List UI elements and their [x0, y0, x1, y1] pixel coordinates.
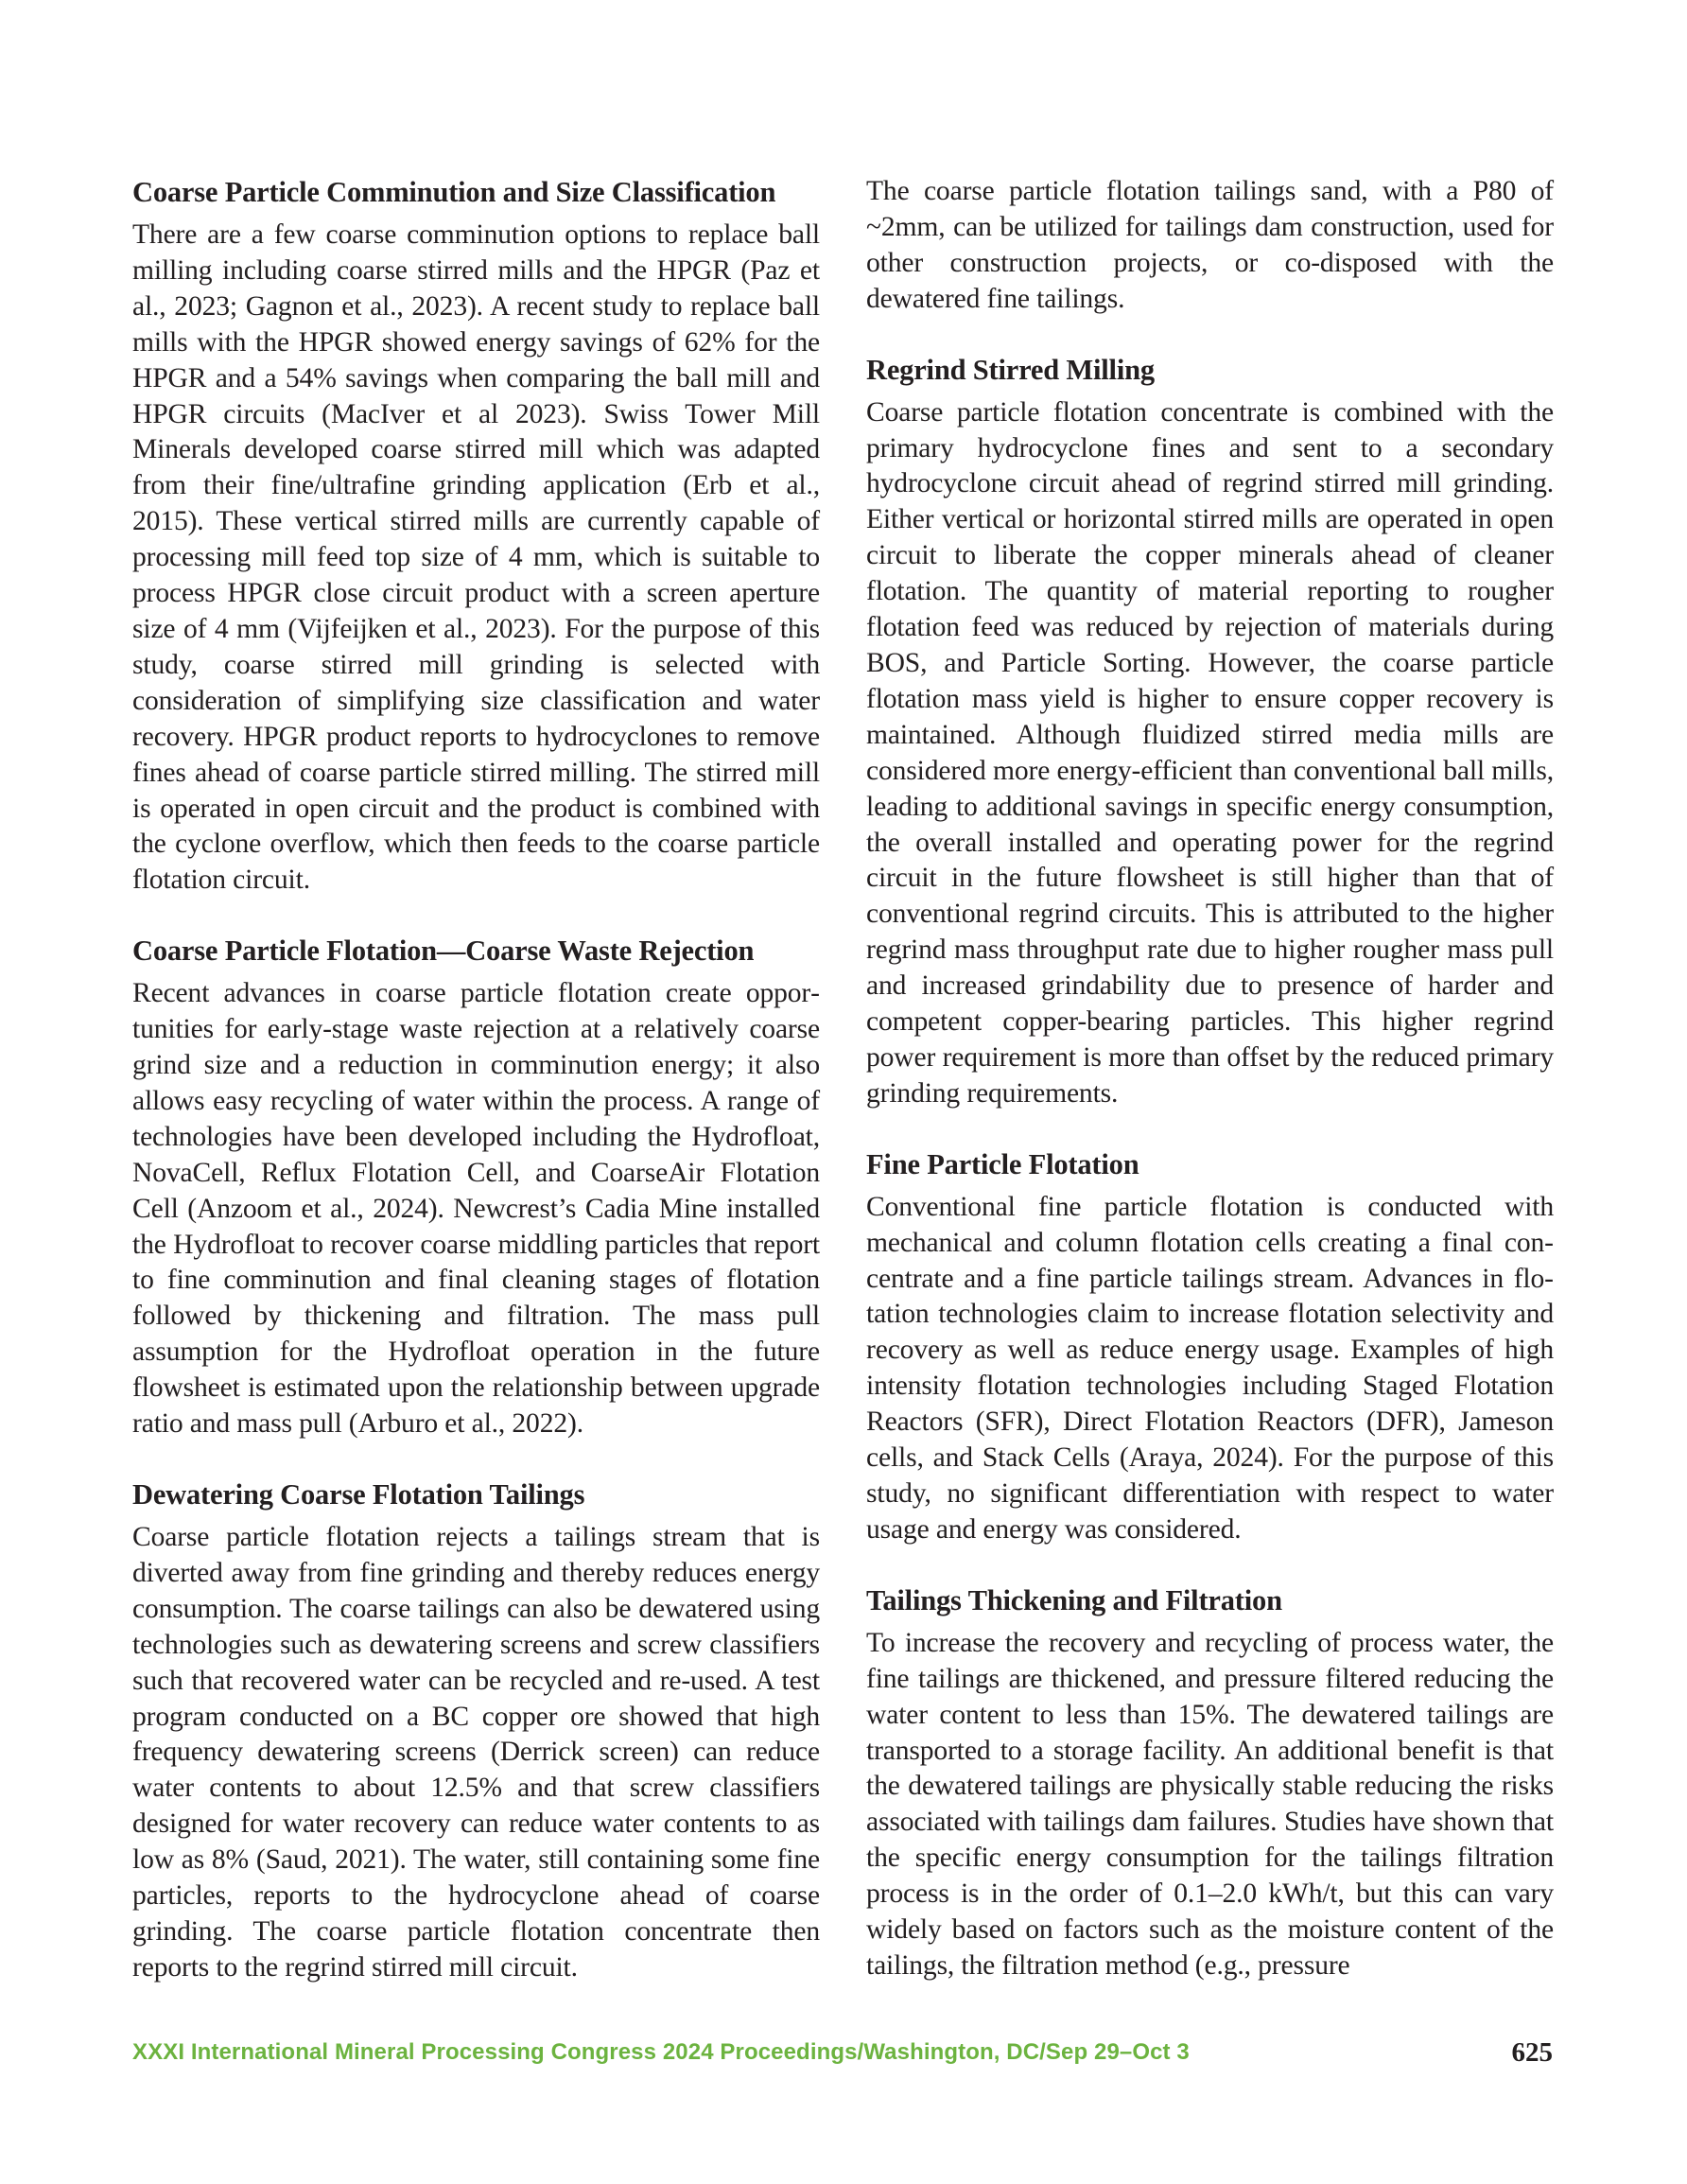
section-heading: Coarse Particle Comminution and Size Classification — [132, 176, 776, 208]
section-coarse-comminution — [132, 174, 820, 899]
section-heading: Coarse Particle Flotation—Coarse Waste Rejection — [132, 935, 755, 968]
section-regrind-milling — [866, 352, 1554, 1112]
right-column — [866, 174, 1554, 1984]
section-tailings-thickening — [866, 1582, 1554, 1984]
conference-footer-text: XXXI International Mineral Processing Congress 2024 Proceedings/Washington, DC/Sep 29–Oct 3 — [132, 2039, 1190, 2065]
section-body: Coarse particle flotation rejects a tailings stream that is diverted away from fine grinding and thereby reduces energy consumption. The coarse tailings can also be dewatered using technologies such as dewatering screens and screw classifiers such that recovered water can be recycled and re-used. A test program conducted on a BC copper ore showed that high frequency dewatering screens (Derrick screen) can reduce water contents to about 12.5% and that screw classifiers designed for water recovery can reduce water contents to as low as 8% (Saud, 2021). The water, still containing some fine particles, reports to the hydrocyclone ahead of coarse grinding. The coarse particle flotation concentrate then reports to the regrind stirred mill circuit. — [132, 1522, 820, 1983]
intro-paragraph: The coarse particle flotation tailings sand, with a P80 of ~2mm, can be utilized for tailings dam construction, used for other construction projects, or co-disposed with the dewatered fine tailings. — [866, 176, 1554, 314]
section-body: There are a few coarse comminution options to replace ball milling including coarse stirred mills and the HPGR (Paz et al., 2023; Gagnon et al., 2023). A recent study to replace ball mills with the HPGR showed energy savings of 62% for the HPGR and a 54% savings when comparing the ball mill and HPGR circuits (MacIver et al 2023). Swiss Tower Mill Minerals developed coarse stirred mill which was adapted from their fine/ultrafine grinding application (Erb et al., 2015). These vertical stirred mills are currently capable of processing mill feed top size of 4 mm, which is suitable to process HPGR close circuit product with a screen aperture size of 4 mm (Vijfeijken et al., 2023). For the purpose of this study, coarse stirred mill grinding is selected with consideration of simplifying size classification and water recovery. HPGR product reports to hydrocyclones to remove fines ahead of coarse particle stirred milling. The stirred mill is operated in open circuit and the product is combined with the cyclone overflow, which then feeds to the coarse particle flotation circuit. — [132, 219, 820, 896]
section-dewatering-tailings — [132, 1476, 820, 1986]
section-fine-flotation — [866, 1146, 1554, 1548]
page-footer — [132, 2034, 1553, 2071]
section-intro — [866, 174, 1554, 318]
page-number: 625 — [1511, 2037, 1553, 2068]
section-heading: Dewatering Coarse Flotation Tailings — [132, 1478, 585, 1511]
section-body: Coarse particle flotation concentrate is combined with the primary hydrocyclone fines and sent to a secondary hydrocyclone circuit ahead of regrind stirred mill grinding. Either vertical or horizontal stirred mills are operated in open circuit to liberate the copper minerals ahead of cleaner flotation. The quantity of material reporting to rougher flotation feed was reduced by rejection of materials during BOS, and Particle Sorting. However, the coarse particle flotation mass yield is higher to ensure copper recovery is maintained. Although fluidized stirred media mills are considered more energy-efficient than conventional ball mills, leading to additional savings in specific energy consumption, the overall installed and operating power for the regrind circuit in the future flowsheet is still higher than that of conventional regrind circuits. This is attributed to the higher regrind mass throughput rate due to higher rougher mass pull and increased grindability due to presence of harder and competent copper-bearing particles. This higher regrind power requirement is more than offset by the reduced primary grinding requirements. — [866, 396, 1554, 1109]
section-heading: Fine Particle Flotation — [866, 1147, 1139, 1180]
section-body: Conventional fine particle flotation is conducted with mechanical and column flotation cells creating a final concentrate and a fine particle tailings stream. Advances in flotation technologies claim to increase flotation selectivity and recovery as well as reduce energy usage. Examples of high intensity flotation technologies including Staged Flotation Reactors (SFR), Direct Flotation Reactors (DFR), Jameson cells, and Stack Cells (Araya, 2024). For the purpose of this study, no significant differentiation with respect to water usage and energy was considered. — [866, 1191, 1554, 1545]
left-column — [132, 174, 820, 1986]
section-heading: Regrind Stirred Milling — [866, 353, 1155, 386]
section-heading: Tailings Thickening and Filtration — [866, 1583, 1282, 1616]
section-coarse-flotation — [132, 933, 820, 1442]
section-body: Recent advances in coarse particle flotation create opportunities for early-stage waste rejection at a relatively coarse grind size and a reduction in comminution energy; it also allows easy recycling of water within the process. A range of technologies have been developed including the Hydrofloat, NovaCell, Reflux Flotation Cell, and CoarseAir Flotation Cell (Anzoom et al., 2024). Newcrest’s Cadia Mine installed the Hydrofloat to recover coarse middling particles that report to fine comminution and final cleaning stages of flotation followed by thickening and filtration. The mass pull assumption for the Hydrofloat operation in the future flowsheet is estimated upon the relationship between upgrade ratio and mass pull (Arburo et al., 2022). — [132, 978, 820, 1440]
section-body: To increase the recovery and recycling of process water, the fine tailings are thickened, and pressure filtered reducing the water content to less than 15%. The dewatered tailings are transported to a storage facility. An additional benefit is that the dewatered tailings are physically stable reducing the risks associated with tailings dam failures. Studies have shown that the specific energy consumption for the tailings filtration process is in the order of 0.1–2.0 kWh/t, but this can vary widely based on factors such as the moisture content of the tailings, the filtration method (e.g., pressure — [866, 1627, 1554, 1981]
